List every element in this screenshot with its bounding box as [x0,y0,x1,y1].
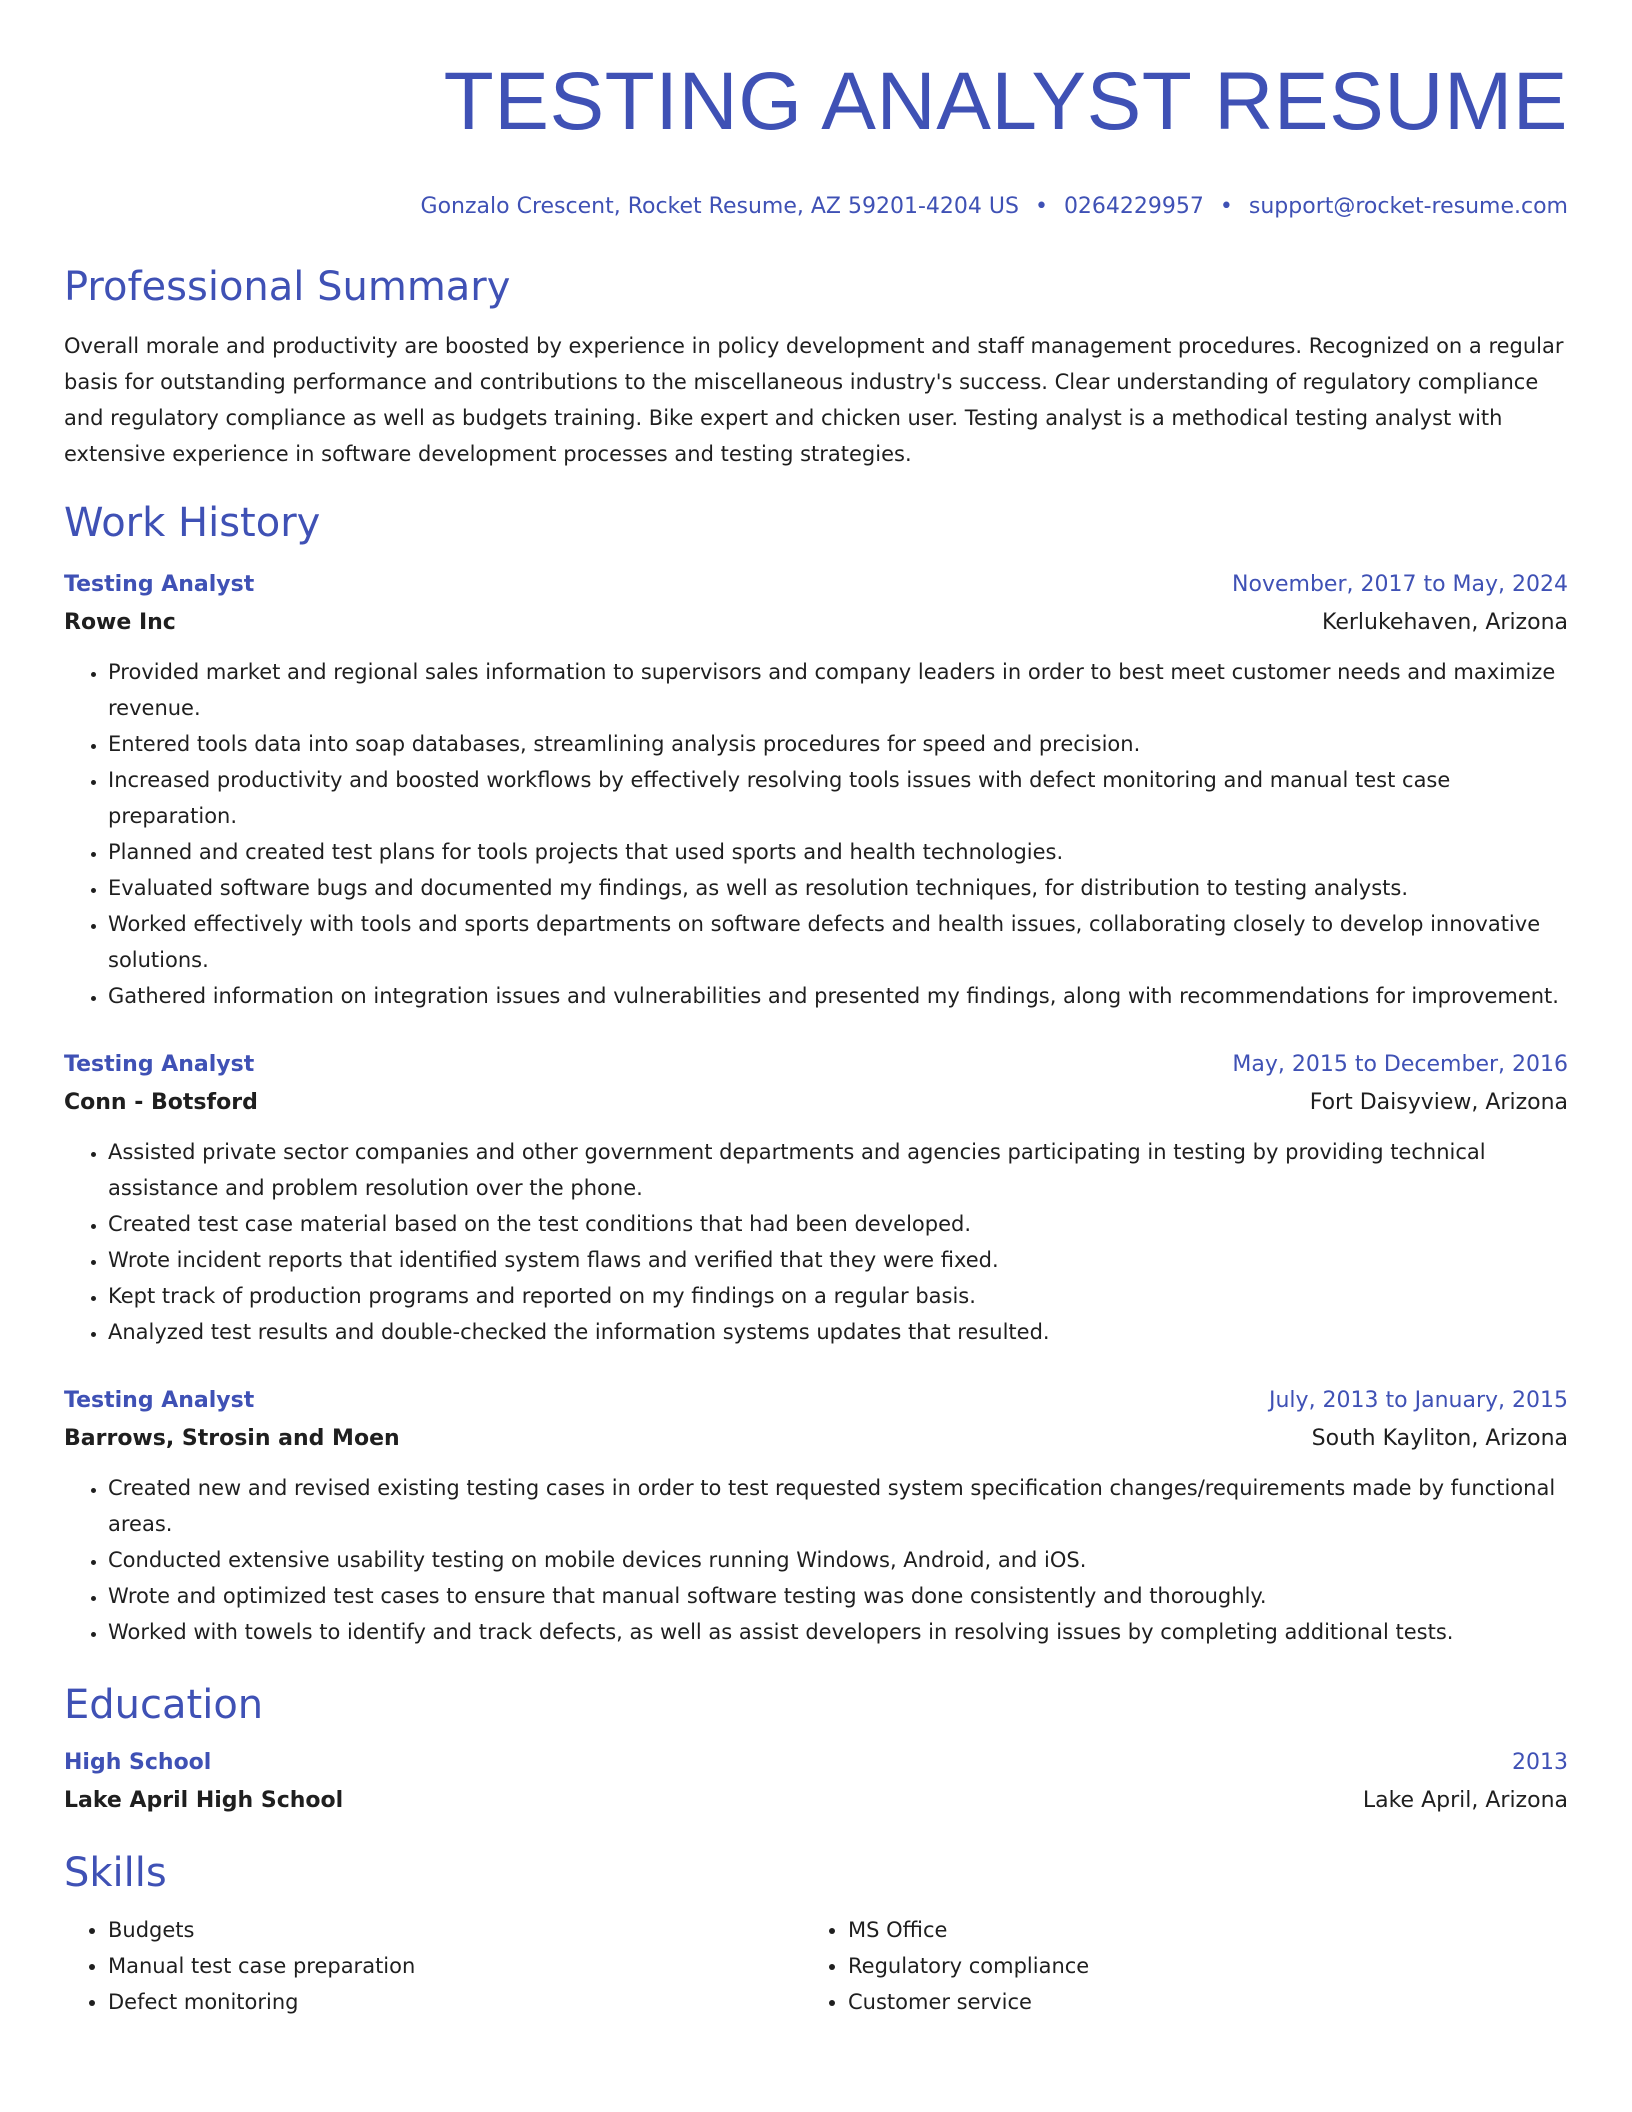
job-dates: July, 2013 to January, 2015 [1269,1388,1568,1413]
job-location: South Kayliton, Arizona [1311,1426,1568,1451]
job-bullet: • Created test case material based on the test conditions that had been developed. [108,1206,1568,1242]
skill-item: • Defect monitoring [108,1984,804,2020]
contact-address: Gonzalo Crescent, Rocket Resume, AZ 59201-4204 US [420,194,1019,219]
education-heading: Education [64,1682,264,1728]
separator-dot: • [1219,194,1233,219]
contact-email: support@rocket-resume.com [1248,194,1568,219]
job-title: Testing Analyst [64,1388,255,1413]
contact-line [64,192,1568,222]
job-bullets [64,1470,1568,1650]
separator-dot: • [1034,194,1048,219]
summary-heading: Professional Summary [64,264,511,310]
education-year: 2013 [1512,1750,1568,1775]
job-bullet: • Assisted private sector companies and other government departments and agencies participating in testing by providing technical assistance and problem resolution over the phone. [108,1134,1568,1206]
summary-text: Overall morale and productivity are boosted by experience in policy development and staff management procedures. Recognized on a regular basis for outstanding performance and contributions to the miscellaneous industry's success. Clear understanding of regulatory compliance and regulatory compliance as well as budgets training. Bike expert and chicken user. Testing analyst is a methodical testing analyst with extensive experience in software development processes and testing strategies. [64,334,1564,466]
job-bullet: • Entered tools data into soap databases, streamlining analysis procedures for speed and precision. [108,726,1568,762]
job-bullet: • Planned and created test plans for tools projects that used sports and health technologies. [108,834,1568,870]
skill-item: • MS Office [848,1912,1544,1948]
skill-item: • Manual test case preparation [108,1948,804,1984]
job-bullets [64,1134,1568,1350]
job-bullet: • Wrote and optimized test cases to ensure that manual software testing was done consistently and thoroughly. [108,1578,1568,1614]
job-bullet: • Provided market and regional sales information to supervisors and company leaders in order to best meet customer needs and maximize revenue. [108,654,1568,726]
job-bullet: • Gathered information on integration issues and vulnerabilities and presented my findings, along with recommendations for improvement. [108,978,1568,1014]
contact-phone: 0264229957 [1063,194,1204,219]
job-bullet: • Created new and revised existing testing cases in order to test requested system specification changes/requirements made by functional areas. [108,1470,1568,1542]
job-bullet: • Worked effectively with tools and sports departments on software defects and health issues, collaborating closely to develop innovative solutions. [108,906,1568,978]
job-dates: May, 2015 to December, 2016 [1232,1052,1568,1077]
skill-item: • Budgets [108,1912,804,1948]
job-location: Fort Daisyview, Arizona [1309,1090,1568,1115]
job-company: Conn - Botsford [64,1090,258,1115]
job-entry [64,1382,1568,1650]
job-title: Testing Analyst [64,572,255,597]
job-bullet: • Conducted extensive usability testing on mobile devices running Windows, Android, and iOS. [108,1542,1568,1578]
job-bullet: • Wrote incident reports that identified system flaws and verified that they were fixed. [108,1242,1568,1278]
education-school: Lake April High School [64,1788,344,1813]
skills-heading: Skills [64,1850,167,1896]
work-history-heading: Work History [64,500,321,546]
job-entry [64,566,1568,1014]
skill-item: • Customer service [848,1984,1544,2020]
job-company: Rowe Inc [64,610,176,635]
education-degree: High School [64,1750,212,1775]
job-dates: November, 2017 to May, 2024 [1232,572,1568,597]
job-company: Barrows, Strosin and Moen [64,1426,400,1451]
skill-item: • Regulatory compliance [848,1948,1544,1984]
education-entry [64,1744,1568,1820]
job-bullet: • Worked with towels to identify and track defects, as well as assist developers in resolving issues by completing additional tests. [108,1614,1568,1650]
job-bullet: • Analyzed test results and double-checked the information systems updates that resulted. [108,1314,1568,1350]
job-entry [64,1046,1568,1350]
job-location: Kerlukehaven, Arizona [1321,610,1568,635]
resume-title: TESTING ANALYST RESUME [443,56,1568,147]
skills-column-right [804,1912,1544,2020]
job-bullet: • Kept track of production programs and reported on my findings on a regular basis. [108,1278,1568,1314]
job-bullets [64,654,1568,1014]
job-bullet: • Evaluated software bugs and documented my findings, as well as resolution techniques, for distribution to testing analysts. [108,870,1568,906]
job-bullet: • Increased productivity and boosted workflows by effectively resolving tools issues with defect monitoring and manual test case preparation. [108,762,1568,834]
skills-column-left [64,1912,804,2020]
education-location: Lake April, Arizona [1362,1788,1568,1813]
skills-list [64,1912,1568,2020]
job-title: Testing Analyst [64,1052,255,1077]
